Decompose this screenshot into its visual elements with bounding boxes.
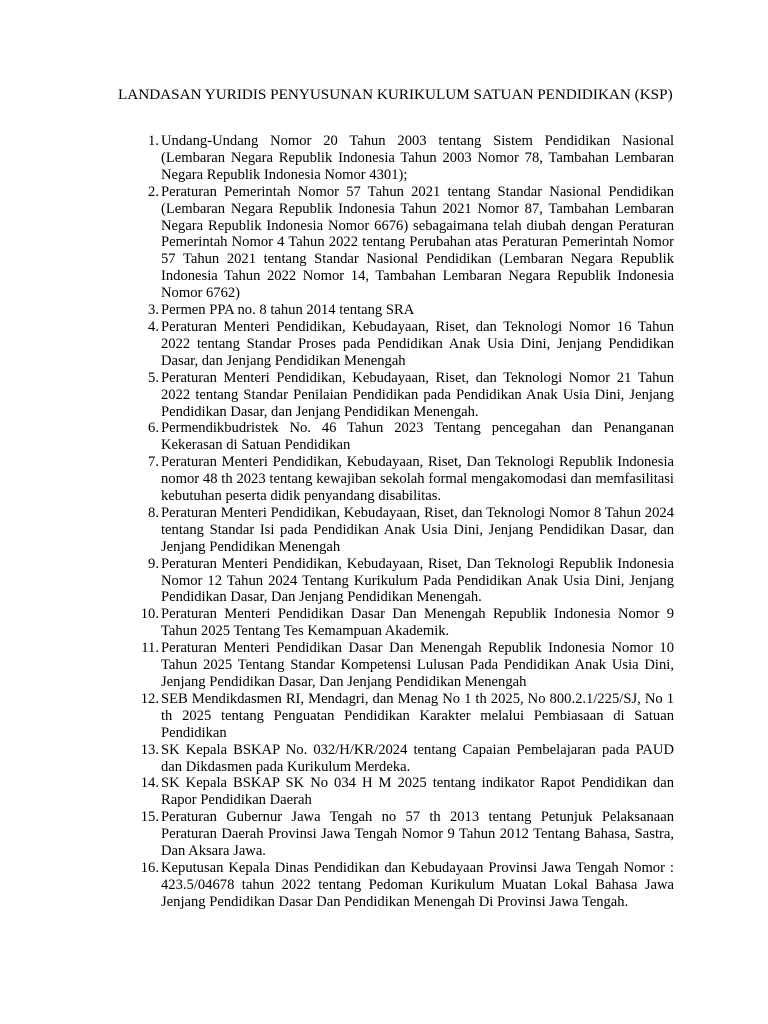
list-item-number: 10. (140, 606, 159, 623)
list-item-text: Peraturan Pemerintah Nomor 57 Tahun 2021 tentang Standar Nasional Pendidikan (Lembaran Negara Republik Indonesia Tahun 2021 Nomor 87, Tambahan Lembaran Negara Republik Indonesia Nomor 6676) sebagaimana telah diubah dengan Peraturan Pemerintah Nomor 4 Tahun 2022 tentang Perubahan atas Peraturan Pemerintah Nomor 57 Tahun 2021 tentang Standar Nasional Pendidikan (Lembaran Negara Republik Indonesia Tahun 2022 Nomor 14, Tambahan Lembaran Negara Republik Indonesia Nomor 6762) (161, 183, 674, 302)
list-item-number: 12. (140, 690, 159, 707)
list-item-text: Permendikbudristek No. 46 Tahun 2023 Tentang pencegahan dan Penanganan Kekerasan di Satuan Pendidikan (161, 420, 674, 454)
list-item (118, 370, 674, 421)
list-item-text: Keputusan Kepala Dinas Pendidikan dan Kebudayaan Provinsi Jawa Tengah Nomor : 423.5/04678 tahun 2022 tentang Pedoman Kurikulum Muatan Lokal Bahasa Jawa Jenjang Pendidikan Dasar Dan Pendidikan Menengah Di Provinsi Jawa Tengah. (161, 859, 674, 910)
legal-basis-list (118, 133, 674, 911)
document-title: LANDASAN YURIDIS PENYUSUNAN KURIKULUM SATUAN PENDIDIKAN (KSP) (118, 86, 673, 103)
list-item-number: 15. (140, 809, 159, 826)
list-item-number: 6. (148, 420, 159, 437)
list-item-number: 4. (148, 318, 159, 335)
list-item (118, 302, 674, 319)
list-item (118, 319, 674, 370)
list-item (118, 420, 674, 454)
list-item-number: 9. (148, 555, 159, 572)
list-item (118, 556, 674, 607)
list-item-text: Peraturan Menteri Pendidikan, Kebudayaan, Riset, Dan Teknologi Republik Indonesia nomor 48 th 2023 tentang kewajiban sekolah formal mengakomodasi dan memfasilitasi kebutuhan peserta didik penyandang disabilitas. (161, 454, 674, 505)
list-item-text: Peraturan Menteri Pendidikan Dasar Dan Menengah Republik Indonesia Nomor 10 Tahun 2025 Tentang Standar Kompetensi Lulusan Pada Pendidikan Anak Usia Dini, Jenjang Pendidikan Dasar, Dan Jenjang Pendidikan Menengah (161, 640, 674, 690)
list-item (118, 454, 674, 505)
list-item-text: Peraturan Menteri Pendidikan, Kebudayaan, Riset, dan Teknologi Nomor 16 Tahun 2022 tentang Standar Proses pada Pendidikan Anak Usia Dini, Jenjang Pendidikan Dasar, dan Jenjang Pendidikan Menengah (161, 318, 674, 369)
list-item-text: SK Kepala BSKAP No. 032/H/KR/2024 tentang Capaian Pembelajaran pada PAUD dan Dikdasmen pada Kurikulum Merdeka. (161, 741, 674, 775)
list-item-text: Peraturan Menteri Pendidikan, Kebudayaan, Riset, Dan Teknologi Republik Indonesia Nomor 12 Tahun 2024 Tentang Kurikulum Pada Pendidikan Anak Usia Dini, Jenjang Pendidikan Dasar, Dan Jenjang Pendidikan Menengah. (161, 555, 674, 606)
list-item-number: 1. (148, 133, 159, 149)
list-item-number: 16. (140, 859, 159, 876)
list-item (118, 184, 674, 302)
list-item-text: Peraturan Menteri Pendidikan, Kebudayaan, Riset, dan Teknologi Nomor 21 Tahun 2022 tentang Standar Penilaian Pendidikan pada Pendidikan Anak Usia Dini, Jenjang Pendidikan Dasar, dan Jenjang Pendidikan Menengah. (161, 369, 674, 420)
list-item-text: Peraturan Gubernur Jawa Tengah no 57 th 2013 tentang Petunjuk Pelaksanaan Peraturan Daerah Provinsi Jawa Tengah Nomor 9 Tahun 2012 Tentang Bahasa, Sastra, Dan Aksara Jawa. (161, 809, 674, 860)
list-item (118, 809, 674, 860)
list-item (118, 742, 674, 776)
list-item (118, 606, 674, 640)
list-item-text: Permen PPA no. 8 tahun 2014 tentang SRA (161, 302, 415, 319)
list-item-number: 13. (140, 741, 159, 758)
list-item-number: 3. (148, 302, 159, 319)
list-item-number: 2. (148, 183, 159, 200)
list-item-number: 11. (141, 640, 159, 657)
list-item-number: 14. (140, 775, 159, 792)
list-item-number: 7. (148, 454, 159, 471)
list-item-number: 8. (148, 504, 159, 521)
list-item-text: Peraturan Menteri Pendidikan Dasar Dan Menengah Republik Indonesia Nomor 9 Tahun 2025 Tentang Tes Kemampuan Akademik. (161, 606, 674, 640)
list-item (118, 133, 674, 184)
list-item-text: Peraturan Menteri Pendidikan, Kebudayaan, Riset, dan Teknologi Nomor 8 Tahun 2024 tentang Standar Isi pada Pendidikan Anak Usia Dini, Jenjang Pendidikan Dasar, dan Jenjang Pendidikan Menengah (161, 504, 674, 555)
list-item-text: Undang-Undang Nomor 20 Tahun 2003 tentang Sistem Pendidikan Nasional (Lembaran Negara Republik Indonesia Tahun 2003 Nomor 78, Tambahan Lembaran Negara Republik Indonesia Nomor 4301); (161, 133, 674, 183)
list-item-text: SEB Mendikdasmen RI, Mendagri, dan Menag No 1 th 2025, No 800.2.1/225/SJ, No 1 th 2025 tentang Penguatan Pendidikan Karakter melalui Pembiasaan di Satuan Pendidikan (161, 690, 674, 741)
list-item (118, 775, 674, 809)
list-item-text: SK Kepala BSKAP SK No 034 H M 2025 tentang indikator Rapot Pendidikan dan Rapor Pendidikan Daerah (161, 775, 674, 809)
list-item (118, 691, 674, 742)
list-item (118, 505, 674, 556)
list-item-number: 5. (148, 369, 159, 386)
list-item (118, 640, 674, 691)
list-item (118, 860, 674, 911)
